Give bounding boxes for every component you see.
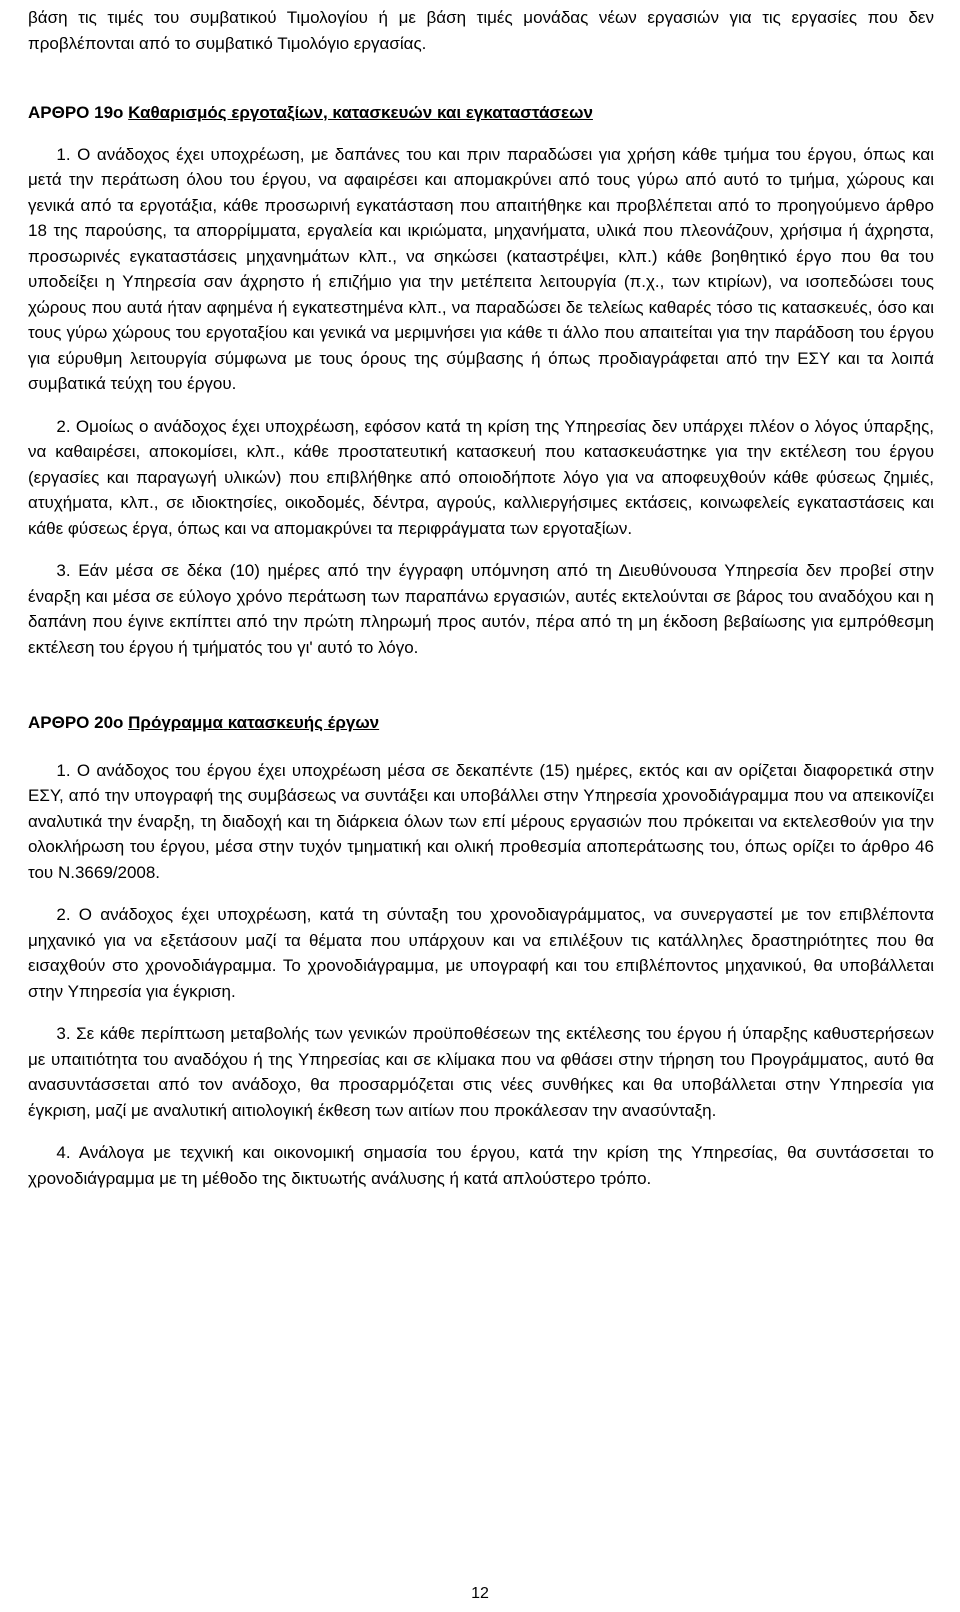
article-19-heading [28, 100, 934, 126]
article-20-label: ΑΡΘΡΟ 20ο [28, 713, 124, 732]
article-19-title: Καθαρισμός εργοταξίων, κατασκευών και εγκαταστάσεων [128, 103, 593, 122]
article-19-label: ΑΡΘΡΟ 19ο [28, 103, 124, 122]
page-number: 12 [471, 1585, 489, 1602]
article-20-paragraph-1: 1. Ο ανάδοχος του έργου έχει υποχρέωση μέσα σε δεκαπέντε (15) ημέρες, εκτός και αν ορίζεται διαφορετικά στην ΕΣΥ, από την υπογραφή της συμβάσεως να συντάξει και υποβάλλει στην Υπηρεσία χρονοδιάγραμμα που να απεικονίζει αναλυτικά την έναρξη, τη διαδοχή και τη διάρκεια όλων των επί μέρους εργασιών που πρόκειται να εκτελεσθούν για την ολοκλήρωση του έργου, μέσα στην τυχόν τμηματική και ολική προθεσμία αποπεράτωσης του, όπως ορίζει το άρθρο 46 του Ν.3669/2008. [28, 760, 934, 882]
article-20-heading [28, 710, 934, 736]
article-20-paragraph-4: 4. Ανάλογα με τεχνική και οικονομική σημασία του έργου, κατά την κρίση της Υπηρεσίας, θα συντάσσεται το χρονοδιάγραμμα με τη μέθοδο της δικτυωτής ανάλυσης ή κατά απλούστερο τρόπο. [28, 1143, 934, 1188]
article-19-paragraph-3: 3. Εάν μέσα σε δέκα (10) ημέρες από την έγγραφη υπόμνηση από τη Διευθύνουσα Υπηρεσία δεν προβεί στην έναρξη και μέσα σε εύλογο χρόνο περάτωση των παραπάνω εργασιών, αυτές εκτελούνται σε βάρος του αναδόχου και η δαπάνη που έγινε εκπίπτει από την πρώτη πληρωμή προς αυτόν, πέρα από τη μη έκδοση βεβαίωσης για εμπρόθεσμη εκτέλεση του έργου ή τμήματός του γι' αυτό το λόγο. [28, 561, 934, 657]
intro-paragraph: βάση τις τιμές του συμβατικού Τιμολογίου ή με βάση τιμές μονάδας νέων εργασιών για τις εργασίες που δεν προβλέπονται από το συμβατικό Τιμολόγιο εργασίας. [28, 8, 934, 53]
article-20-paragraph-2: 2. Ο ανάδοχος έχει υποχρέωση, κατά τη σύνταξη του χρονοδιαγράμματος, να συνεργαστεί με τον επιβλέποντα μηχανικό για να εξετάσουν μαζί τα θέματα που υπάρχουν και να επιλέξουν τις κατάλληλες δραστηριότητες που θα εισαχθούν στο χρονοδιάγραμμα. Το χρονοδιάγραμμα, με υπογραφή και του επιβλέποντος μηχανικού, θα υποβάλλεται στην Υπηρεσία για έγκριση. [28, 905, 934, 1001]
article-20-title: Πρόγραμμα κατασκευής έργων [128, 713, 380, 732]
article-19-paragraph-2: 2. Ομοίως ο ανάδοχος έχει υποχρέωση, εφόσον κατά τη κρίση της Υπηρεσίας δεν υπάρχει πλέον ο λόγος ύπαρξης, να καθαιρέσει, αποκομίσει, κλπ., κάθε προστατευτική κατασκευή που κατασκευάστηκε για την εκτέλεση του έργου (εργασίες και παραγωγή υλικών) που επιβλήθηκε από οποιοδήποτε λόγο για να αποφευχθούν κάθε φύσεως ζημιές, ατυχήματα, κλπ., σε ιδιοκτησίες, οικοδομές, δέντρα, αγρούς, καλλιεργήσιμες εκτάσεις, κοινωφελείς εγκαταστάσεις και κάθε φύσεως έργα, όπως και να απομακρύνει τα περιφράγματα των εργοταξίων. [28, 416, 934, 538]
article-20-paragraph-3: 3. Σε κάθε περίπτωση μεταβολής των γενικών προϋποθέσεων της εκτέλεσης του έργου ή ύπαρξης καθυστερήσεων με υπαιτιότητα του αναδόχου ή της Υπηρεσίας και σε κλίμακα που να φθάσει στην τήρηση του Προγράμματος, αυτό θα ανασυντάσσεται από τον ανάδοχο, θα προσαρμόζεται στις νέες συνθήκες και θα υποβάλλεται στην Υπηρεσία για έγκριση, μαζί με αναλυτική αιτιολογική έκθεση των αιτίων που προκάλεσαν την ανασύνταξη. [28, 1024, 934, 1120]
article-19-paragraph-1: 1. Ο ανάδοχος έχει υποχρέωση, με δαπάνες του και πριν παραδώσει για χρήση κάθε τμήμα του έργου, όπως και μετά την περάτωση όλου του έργου, να αφαιρέσει και απομακρύνει από τους γύρω από αυτό το τμήμα, χώρους και γενικά από τα εργοτάξια, κάθε προσωρινή εγκατάσταση που απαιτήθηκε και προβλέπεται από το προηγούμενο άρθρο 18 της παρούσης, τα απορρίμματα, εργαλεία και ικριώματα, μηχανήματα, υλικά που πλεονάζουν, χρήσιμα ή άχρηστα, προσωρινές εγκαταστάσεις μηχανημάτων κλπ., να σηκώσει (καταστρέψει, κλπ.) κάθε βοηθητικό έργο που θα του υποδείξει η Υπηρεσία σαν άχρηστο ή επιζήμιο για την μετέπειτα λειτουργία (π.χ., των κτιρίων), να ισοπεδώσει τους χώρους που αυτά ήταν αφημένα ή εγκατεστημένα κλπ., να παραδώσει δε τελείως καθαρές τόσο τις κατασκευές, όσο και τους γύρω χώρους του εργοταξίου και γενικά να μεριμνήσει για κάθε τι άλλο που απαιτείται για την παράδοση του έργου για εύρυθμη λειτουργία σύμφωνα με τους όρους της σύμβασης ή όπως προδιαγράφεται από την ΕΣΥ και τα λοιπά συμβατικά τεύχη του έργου. [28, 144, 934, 393]
document-page [28, 0, 934, 1191]
